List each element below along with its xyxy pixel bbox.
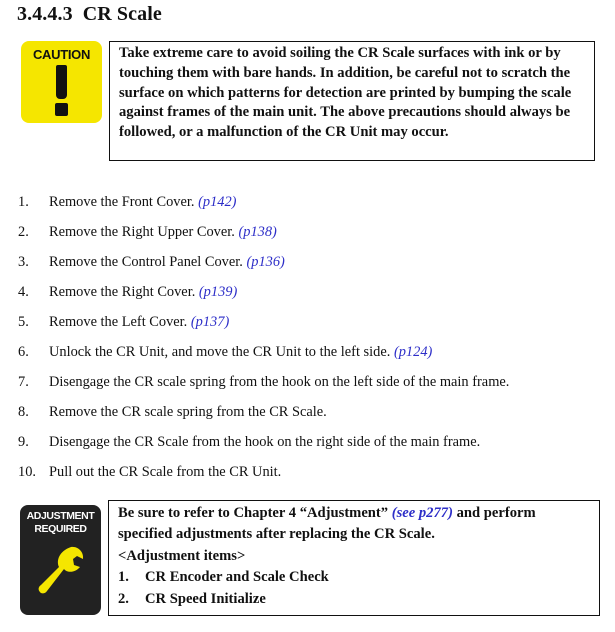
caution-note <box>109 41 595 161</box>
step-text: Disengage the CR Scale from the hook on the right side of the main frame. <box>49 434 481 450</box>
step-text: Remove the Front Cover. <box>49 194 199 210</box>
step-number: 1. <box>18 194 29 210</box>
adjustment-item <box>118 589 593 611</box>
adjustment-text <box>118 503 593 544</box>
step-number: 6. <box>18 344 29 360</box>
caution-text: Take extreme care to avoid soiling the CR Scale surfaces with ink or by touching them with bare hands. In addition, be careful not to scratch the surface on which patterns for detection are printed by bumping the scale against frames of the main unit. The above precautions should always be followed, or a malfunction of the CR Unit may occur. <box>119 45 572 141</box>
exclamation-icon <box>56 65 67 99</box>
caution-icon <box>21 41 102 123</box>
step-number: 9. <box>18 434 29 450</box>
page-reference-link[interactable]: (p124) <box>393 344 433 360</box>
page-reference-link[interactable]: (p136) <box>246 254 285 270</box>
step-text: Remove the CR scale spring from the CR Scale. <box>49 404 327 420</box>
step-number: 2. <box>18 224 29 240</box>
step-number: 5. <box>18 314 29 330</box>
step-text: Unlock the CR Unit, and move the CR Unit to the left side. <box>49 344 394 360</box>
adjustment-item-text: CR Speed Initialize <box>145 590 266 607</box>
adjustment-items-heading: <Adjustment items> <box>118 548 246 564</box>
page-reference-link[interactable]: (p142) <box>198 194 237 210</box>
step-number: 10. <box>18 464 36 480</box>
page-reference-link[interactable]: (p137) <box>190 314 230 330</box>
adjustment-item-text: CR Encoder and Scale Check <box>145 568 329 585</box>
step-text: Remove the Right Cover. <box>49 284 199 300</box>
adjustment-badge-line2: REQUIRED <box>34 523 87 535</box>
section-title: CR Scale <box>82 3 162 25</box>
section-number: 3.4.4.3 <box>17 3 73 25</box>
step-number: 4. <box>18 284 29 300</box>
step-number: 7. <box>18 374 29 390</box>
step-text: Remove the Left Cover. <box>49 314 191 330</box>
step-text: Disengage the CR scale spring from the hook on the left side of the main frame. <box>49 374 510 390</box>
step-number: 3. <box>18 254 29 270</box>
step-text: Remove the Control Panel Cover. <box>49 254 247 270</box>
adjustment-item-number: 2. <box>118 590 129 607</box>
step-text: Remove the Right Upper Cover. <box>49 224 239 240</box>
step-number: 8. <box>18 404 29 420</box>
section-heading <box>17 3 162 26</box>
step-text: Pull out the CR Scale from the CR Unit. <box>49 464 282 480</box>
adjustment-badge-line1: ADJUSTMENT <box>26 510 95 522</box>
adjustment-page-reference-link[interactable]: (see p277) <box>391 505 453 521</box>
adjustment-item-number: 1. <box>118 568 129 585</box>
adjustment-text-before: Be sure to refer to Chapter 4 “Adjustment” <box>118 505 392 521</box>
adjustment-required-icon <box>20 505 101 615</box>
wrench-icon <box>37 545 85 601</box>
adjustment-item <box>118 567 593 589</box>
exclamation-dot <box>55 103 68 116</box>
page-reference-link[interactable]: (p139) <box>198 284 238 300</box>
page-reference-link[interactable]: (p138) <box>238 224 277 240</box>
caution-badge-label: CAUTION <box>32 47 91 62</box>
adjustment-text-after: and perform specified adjustments after replacing the CR Scale. <box>118 505 536 542</box>
adjustment-note <box>108 500 600 616</box>
